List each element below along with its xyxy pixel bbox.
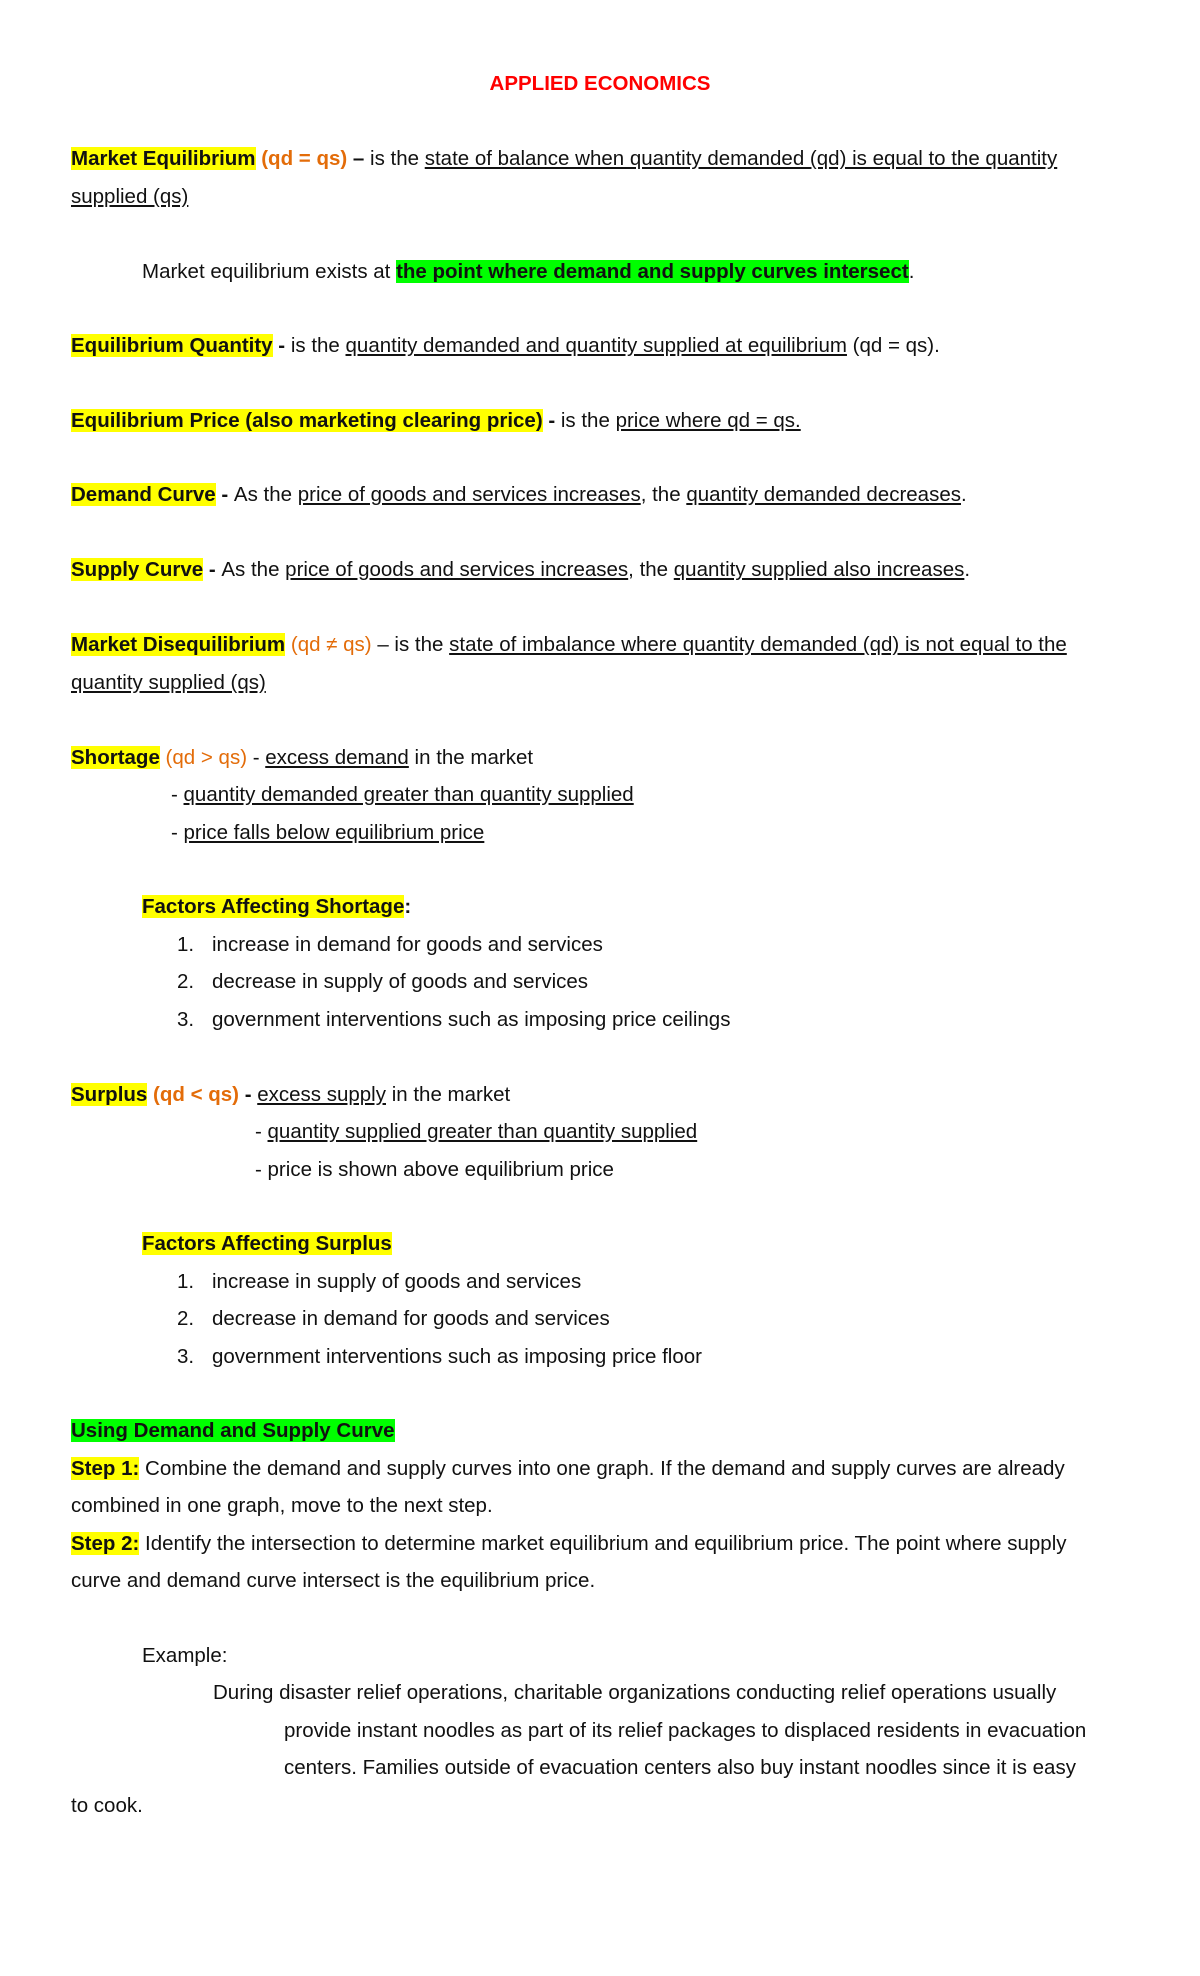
surplus-factors-title: Factors Affecting Surplus bbox=[142, 1232, 392, 1255]
demand-curve-dash: - bbox=[215, 483, 234, 506]
shortage-factor-1 bbox=[177, 932, 603, 958]
exists-prefix: Market equilibrium exists at bbox=[142, 260, 397, 283]
shortage-dash: - bbox=[247, 746, 266, 769]
step-2-line-1 bbox=[71, 1531, 1067, 1557]
shortage-factor-2-number: 2. bbox=[177, 970, 195, 993]
step-1-label: Step 1: bbox=[71, 1457, 140, 1480]
supply-curve-dash: - bbox=[203, 558, 222, 581]
market-disequilibrium-definition-1: state of imbalance where quantity demanded (qd) is not equal to the bbox=[449, 633, 1067, 656]
demand-curve-line bbox=[71, 482, 967, 508]
step-2-text-1: Identify the intersection to determine market equilibrium and equilibrium price. The point where supply bbox=[139, 1532, 1067, 1555]
page-title: APPLIED ECONOMICS bbox=[489, 72, 711, 95]
demand-curve-term: Demand Curve bbox=[71, 483, 216, 506]
market-equilibrium-line-2 bbox=[71, 184, 188, 210]
shortage-factor-2-text: decrease in supply of goods and services bbox=[212, 970, 589, 993]
supply-curve-part-1: price of goods and services increases bbox=[285, 558, 629, 581]
surplus-dash: - bbox=[239, 1083, 258, 1106]
shortage-definition: excess demand bbox=[265, 746, 409, 769]
step-2-line-2 bbox=[71, 1568, 595, 1594]
market-equilibrium-dash: – bbox=[347, 147, 371, 170]
shortage-factor-1-text: increase in demand for goods and services bbox=[212, 933, 603, 956]
demand-curve-end: . bbox=[960, 483, 967, 506]
equilibrium-quantity-term: Equilibrium Quantity bbox=[71, 334, 273, 357]
shortage-factor-1-number: 1. bbox=[177, 933, 195, 956]
surplus-point-2: - price is shown above equilibrium price bbox=[255, 1158, 614, 1181]
shortage-suffix: in the market bbox=[408, 746, 534, 769]
market-equilibrium-term: Market Equilibrium bbox=[71, 147, 256, 170]
market-disequilibrium-line-1 bbox=[71, 632, 1067, 658]
market-equilibrium-line-1 bbox=[71, 146, 1057, 172]
step-1-text-2: combined in one graph, move to the next step. bbox=[71, 1494, 493, 1517]
market-equilibrium-exists bbox=[142, 259, 914, 285]
surplus-factor-1-text: increase in supply of goods and services bbox=[212, 1270, 582, 1293]
surplus-factor-1 bbox=[177, 1269, 581, 1295]
surplus-point-2-text: price is shown above equilibrium price bbox=[267, 1158, 614, 1181]
surplus-factor-3-number: 3. bbox=[177, 1345, 195, 1368]
shortage-point-2: - price falls below equilibrium price bbox=[171, 821, 485, 844]
surplus-formula: (qd < qs) bbox=[147, 1083, 240, 1106]
example-line-4: to cook. bbox=[71, 1794, 143, 1817]
shortage-line bbox=[71, 745, 533, 771]
surplus-point-1-text: quantity supplied greater than quantity supplied bbox=[267, 1120, 698, 1143]
surplus-factor-2 bbox=[177, 1306, 610, 1332]
example-line-2: provide instant noodles as part of its relief packages to displaced residents in evacuation bbox=[284, 1719, 1087, 1742]
equilibrium-price-is-the: is the bbox=[560, 409, 616, 432]
step-1-line-1 bbox=[71, 1456, 1065, 1482]
equilibrium-quantity-is-the: is the bbox=[290, 334, 346, 357]
surplus-factors-heading bbox=[142, 1231, 392, 1257]
shortage-factors-heading bbox=[142, 894, 411, 920]
equilibrium-quantity-dash: - bbox=[272, 334, 291, 357]
supply-curve-term: Supply Curve bbox=[71, 558, 204, 581]
step-2-text-2: curve and demand curve intersect is the equilibrium price. bbox=[71, 1569, 596, 1592]
supply-curve-line bbox=[71, 557, 970, 583]
equilibrium-price-definition: price where qd = qs. bbox=[615, 409, 801, 432]
shortage-factors-colon: : bbox=[404, 895, 412, 918]
exists-suffix: . bbox=[908, 260, 915, 283]
equilibrium-quantity-definition: quantity demanded and quantity supplied at equilibrium bbox=[345, 334, 847, 357]
supply-curve-part-2: quantity supplied also increases bbox=[673, 558, 965, 581]
market-disequilibrium-formula: (qd ≠ qs) bbox=[285, 633, 372, 656]
market-disequilibrium-line-2 bbox=[71, 670, 266, 696]
surplus-definition: excess supply bbox=[257, 1083, 386, 1106]
shortage-factor-3-number: 3. bbox=[177, 1008, 195, 1031]
surplus-factor-3 bbox=[177, 1344, 702, 1370]
shortage-factor-3-text: government interventions such as imposing price ceilings bbox=[212, 1008, 731, 1031]
demand-curve-part-2: quantity demanded decreases bbox=[686, 483, 961, 506]
surplus-factor-1-number: 1. bbox=[177, 1270, 195, 1293]
example-line-1: During disaster relief operations, charitable organizations conducting relief operations usually bbox=[213, 1681, 1057, 1704]
step-1-line-2 bbox=[71, 1493, 493, 1519]
market-disequilibrium-term: Market Disequilibrium bbox=[71, 633, 286, 656]
surplus-factor-2-number: 2. bbox=[177, 1307, 195, 1330]
shortage-factors-title: Factors Affecting Shortage bbox=[142, 895, 405, 918]
surplus-line bbox=[71, 1082, 510, 1108]
equilibrium-price-dash: - bbox=[542, 409, 561, 432]
equilibrium-quantity-suffix: (qd = qs). bbox=[846, 334, 940, 357]
supply-curve-end: . bbox=[964, 558, 971, 581]
shortage-point-1: - quantity demanded greater than quantity supplied bbox=[171, 783, 634, 806]
exists-highlight: the point where demand and supply curves intersect bbox=[396, 260, 909, 283]
example-line-3: centers. Families outside of evacuation centers also buy instant noodles since it is easy bbox=[284, 1756, 1076, 1779]
step-1-text-1: Combine the demand and supply curves into one graph. If the demand and supply curves are already bbox=[139, 1457, 1065, 1480]
market-equilibrium-definition-1: state of balance when quantity demanded (qd) is equal to the quantity bbox=[424, 147, 1058, 170]
using-curve-heading-line bbox=[71, 1418, 395, 1444]
demand-curve-as-the: As the bbox=[233, 483, 298, 506]
equilibrium-price-line bbox=[71, 408, 801, 434]
shortage-point-2-text: price falls below equilibrium price bbox=[183, 821, 485, 844]
using-curve-heading: Using Demand and Supply Curve bbox=[71, 1419, 395, 1442]
market-disequilibrium-dash: – is the bbox=[371, 633, 450, 656]
surplus-point-1: - quantity supplied greater than quantity supplied bbox=[255, 1120, 698, 1143]
surplus-factor-2-text: decrease in demand for goods and services bbox=[212, 1307, 610, 1330]
shortage-formula: (qd > qs) bbox=[159, 746, 248, 769]
surplus-suffix: in the market bbox=[386, 1083, 511, 1106]
step-2-label: Step 2: bbox=[71, 1532, 140, 1555]
market-equilibrium-is-the: is the bbox=[370, 147, 425, 170]
shortage-factor-3 bbox=[177, 1007, 730, 1033]
supply-curve-as-the: As the bbox=[221, 558, 286, 581]
market-equilibrium-definition-2: supplied (qs) bbox=[71, 185, 189, 208]
shortage-point-1-text: quantity demanded greater than quantity supplied bbox=[183, 783, 634, 806]
demand-curve-part-1: price of goods and services increases bbox=[297, 483, 641, 506]
surplus-factor-3-text: government interventions such as imposing price floor bbox=[212, 1345, 702, 1368]
shortage-factor-2 bbox=[177, 969, 588, 995]
equilibrium-price-term: Equilibrium Price (also marketing clearing price) bbox=[71, 409, 543, 432]
example-label: Example: bbox=[142, 1644, 228, 1667]
market-equilibrium-formula: (qd = qs) bbox=[255, 147, 348, 170]
equilibrium-quantity-line bbox=[71, 333, 940, 359]
demand-curve-mid: , the bbox=[640, 483, 687, 506]
shortage-term: Shortage bbox=[71, 746, 160, 769]
supply-curve-mid: , the bbox=[628, 558, 674, 581]
market-disequilibrium-definition-2: quantity supplied (qs) bbox=[71, 671, 266, 694]
surplus-term: Surplus bbox=[71, 1083, 148, 1106]
